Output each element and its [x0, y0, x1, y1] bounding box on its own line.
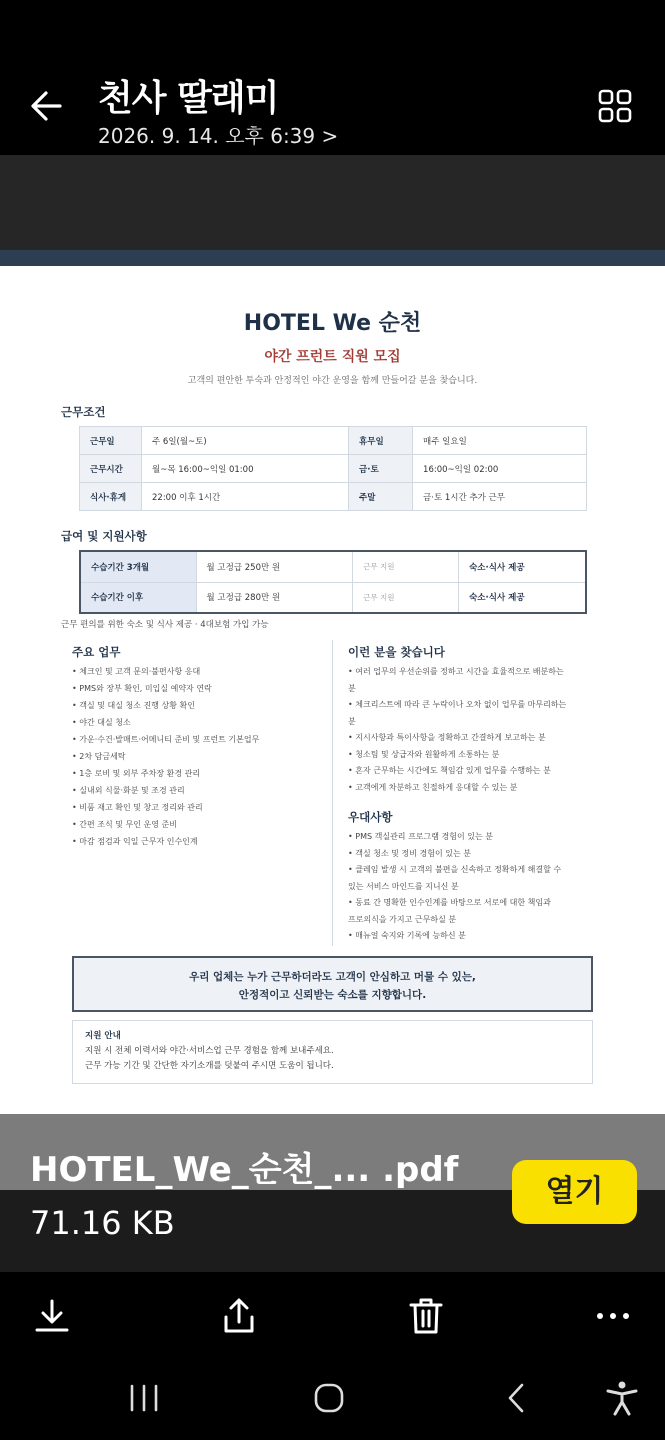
table-cell: 근무 지원: [353, 551, 459, 582]
list-item: • 동료 간 명확한 인수인계를 바탕으로 서로에 대한 책임과: [348, 898, 551, 907]
timestamp-link[interactable]: 2026. 9. 14. 오후 6:39 >: [98, 124, 339, 148]
table-cell: 매주 일요일: [413, 427, 587, 455]
list-item: • 가운·수건·발매트·어메니티 준비 및 프런트 기본업무: [72, 735, 260, 744]
pay-note: 근무 편의를 위한 숙소 및 식사 제공 · 4대보험 가입 가능: [61, 620, 269, 630]
list-item: • 클레임 발생 시 고객의 불편을 신속하고 정확하게 해결할 수: [348, 865, 562, 874]
nav-back-icon[interactable]: [496, 1380, 536, 1416]
table-cell: 금·토 1시간 추가 근무: [413, 483, 587, 511]
preferred-heading: 우대사항: [348, 810, 393, 824]
column-divider: [332, 640, 333, 946]
table-cell: 16:00~익일 02:00: [413, 455, 587, 483]
conditions-table: [79, 426, 587, 511]
table-cell: 주말: [349, 483, 413, 511]
list-item: • 객실 청소 및 정비 경험이 있는 분: [348, 848, 471, 858]
table-cell: 숙소·식사 제공: [459, 582, 586, 613]
table-cell: 휴무일: [349, 427, 413, 455]
mission-banner: [72, 956, 593, 1012]
list-item: • 실내외 식물·화분 및 조경 관리: [72, 786, 185, 795]
preferred-list: [348, 829, 561, 945]
table-cell: 식사·휴게: [80, 483, 142, 511]
list-item: • 마감 점검과 익일 근무자 인수인계: [72, 837, 198, 846]
pay-table: [79, 550, 587, 614]
table-cell: 22:00 이후 1시간: [142, 483, 349, 511]
trash-icon[interactable]: [406, 1296, 446, 1336]
doc-tagline: 고객의 편안한 투숙과 안정적인 야간 운영을 함께 만들어갈 분을 찾습니다.: [187, 376, 478, 386]
viewer-background: [0, 155, 665, 250]
open-button[interactable]: 열기: [512, 1160, 637, 1224]
list-item: 프로의식을 가지고 근무하실 분: [348, 914, 457, 924]
table-cell: 주 6일(월~토): [142, 427, 349, 455]
table-row: [80, 455, 587, 483]
download-icon[interactable]: [32, 1296, 72, 1336]
table-cell: 월 고정급 280만 원: [196, 582, 353, 613]
recents-icon[interactable]: [124, 1380, 164, 1416]
document-edge: [0, 250, 665, 266]
table-cell: 월~목 16:00~익일 01:00: [142, 455, 349, 483]
list-item: • PMS와 장부 확인, 미입실 예약자 연락: [72, 684, 212, 693]
apply-line: 지원 시 전체 이력서와 야간·서비스업 근무 경험을 함께 보내주세요.: [85, 1046, 334, 1056]
seeking-list: [348, 664, 566, 796]
list-item: • 비품 재고 확인 및 창고 정리와 관리: [72, 803, 203, 812]
apply-heading: 지원 안내: [85, 1031, 121, 1041]
list-item: • 1층 로비 및 외부 주차장 환경 관리: [72, 769, 201, 778]
table-cell: 근무시간: [80, 455, 142, 483]
pdf-document[interactable]: [0, 266, 665, 1114]
file-name: HOTEL_We_순천_... .pdf: [30, 1150, 459, 1190]
share-icon[interactable]: [219, 1296, 259, 1336]
list-item: • PMS 객실관리 프로그램 경험이 있는 분: [348, 832, 493, 841]
banner-line: 우리 업체는 누가 근무하더라도 고객이 안심하고 머물 수 있는,: [189, 971, 476, 983]
table-row: [80, 483, 587, 511]
table-row: [80, 551, 586, 582]
pay-heading: 급여 및 지원사항: [61, 529, 147, 543]
banner-line: 안정적이고 신뢰받는 숙소를 지향합니다.: [238, 989, 427, 1001]
table-cell: 수습기간 3개월: [80, 551, 196, 582]
doc-title: HOTEL We 순천: [243, 311, 422, 336]
back-arrow-icon[interactable]: [26, 84, 70, 128]
list-item: • 야간 대실 청소: [72, 718, 131, 727]
table-cell: 숙소·식사 제공: [459, 551, 586, 582]
doc-subtitle: 야간 프런트 직원 모집: [264, 349, 401, 365]
conditions-heading: 근무조건: [61, 405, 106, 419]
table-cell: 금·토: [349, 455, 413, 483]
table-cell: 월 고정급 250만 원: [196, 551, 353, 582]
apply-box: [72, 1020, 593, 1084]
list-item: • 청소팀 및 상급자와 원활하게 소통하는 분: [348, 749, 500, 759]
seeking-heading: 이런 분을 찾습니다: [348, 645, 445, 659]
table-cell: 근무 지원: [353, 582, 459, 613]
list-item: • 혼자 근무하는 시간에도 책임감 있게 업무를 수행하는 분: [348, 766, 551, 775]
home-icon[interactable]: [309, 1380, 349, 1416]
duties-heading: 주요 업무: [72, 645, 121, 659]
list-item: • 간편 조식 및 무인 운영 준비: [72, 820, 177, 829]
list-item: • 2차 담금세탁: [72, 752, 126, 761]
duties-list: [72, 663, 259, 850]
list-item: • 체크인 및 고객 문의·불편사항 응대: [72, 667, 201, 676]
apply-line: 근무 가능 기간 및 간단한 자기소개를 덧붙여 주시면 도움이 됩니다.: [85, 1061, 334, 1071]
list-item: 분: [348, 683, 356, 693]
table-cell: 근무일: [80, 427, 142, 455]
table-row: [80, 427, 587, 455]
grid-icon[interactable]: [597, 88, 633, 124]
file-size: 71.16 KB: [30, 1204, 175, 1242]
list-item: • 고객에게 차분하고 친절하게 응대할 수 있는 분: [348, 782, 518, 792]
table-cell: 수습기간 이후: [80, 582, 196, 613]
list-item: • 지시사항과 특이사항을 정확하고 간결하게 보고하는 분: [348, 733, 546, 742]
action-bar: [0, 1272, 665, 1360]
list-item: • 여러 업무의 우선순위를 정하고 시간을 효율적으로 배분하는: [348, 667, 564, 676]
more-icon[interactable]: [593, 1296, 633, 1336]
accessibility-icon[interactable]: [602, 1380, 642, 1416]
list-item: • 매뉴얼 숙지와 기록에 능하신 분: [348, 931, 466, 940]
list-item: 분: [348, 716, 356, 726]
list-item: 있는 서비스 마인드를 지니신 분: [348, 881, 459, 891]
list-item: • 체크리스트에 따라 큰 누락이나 오차 없이 업무를 마무리하는: [348, 700, 567, 709]
table-row: [80, 582, 586, 613]
chat-title: 천사 딸래미: [98, 78, 279, 119]
list-item: • 객실 및 대실 청소 진행 상황 확인: [72, 701, 195, 710]
